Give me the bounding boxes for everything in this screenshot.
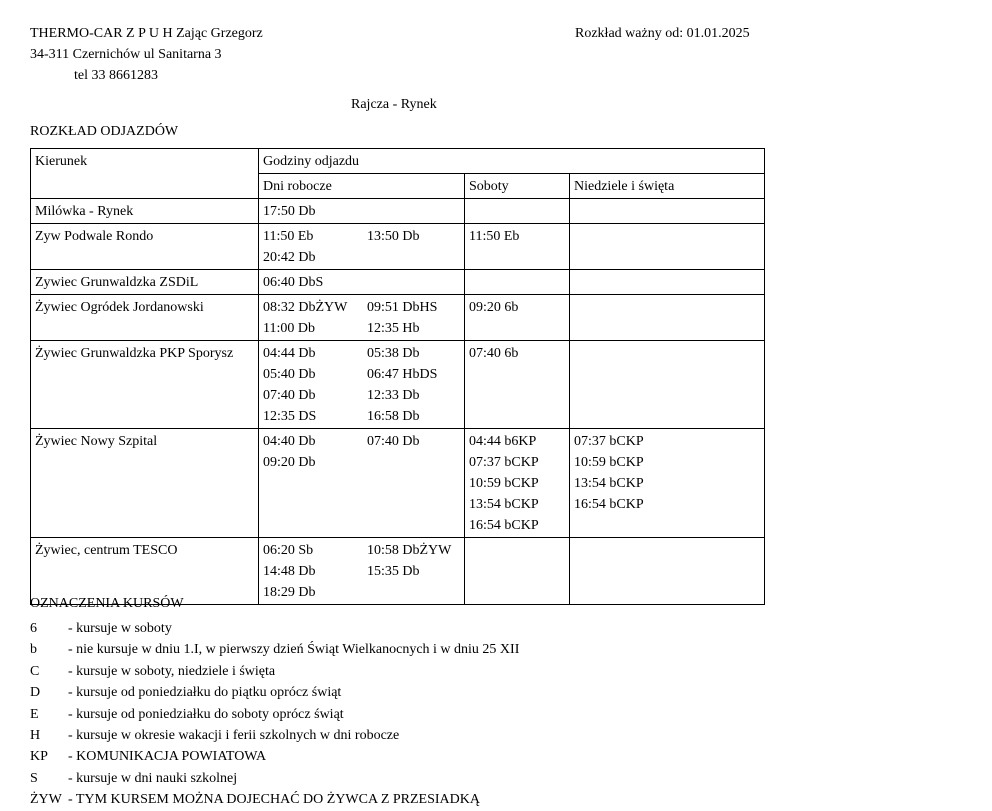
legend-code: E: [30, 706, 39, 722]
departure-time: 06:20 Sb: [263, 543, 314, 558]
legend-code: C: [30, 663, 40, 679]
saturdays-cell: [465, 224, 570, 270]
weekdays-cell: [259, 270, 465, 295]
col-weekdays-header: Dni robocze: [259, 174, 465, 199]
departure-time: 07:37 bCKP: [469, 455, 539, 470]
departure-time: 13:54 bCKP: [574, 476, 644, 491]
col-direction-header: Kierunek: [31, 149, 259, 199]
departure-time: 10:58 DbŻYW: [367, 543, 452, 558]
departure-time: 13:54 bCKP: [469, 497, 539, 512]
weekdays-cell: [259, 429, 465, 538]
weekdays-cell: [259, 199, 465, 224]
company-phone: tel 33 8661283: [74, 68, 158, 83]
sundays-cell: [570, 538, 765, 605]
direction-cell: Żywiec Nowy Szpital: [31, 429, 259, 538]
departure-time: 07:40 Db: [367, 434, 420, 449]
departure-time: 12:35 DS: [263, 409, 317, 424]
table-row: [31, 199, 765, 224]
departure-time: 07:37 bCKP: [574, 434, 644, 449]
legend-item: [30, 725, 519, 746]
saturdays-cell: [465, 341, 570, 429]
legend-description: - TYM KURSEM MOŻNA DOJECHAĆ DO ŻYWCA Z PRZESIADKĄ: [68, 792, 480, 808]
col-hours-header: Godziny odjazdu: [259, 149, 765, 174]
departure-time: 06:40 DbS: [263, 275, 324, 290]
departure-time: 04:40 Db: [263, 434, 316, 449]
weekdays-cell: [259, 341, 465, 429]
weekdays-cell: [259, 538, 465, 605]
direction-cell: Milówka - Rynek: [31, 199, 259, 224]
departure-time: 09:51 DbHS: [367, 300, 438, 315]
legend-item: [30, 639, 519, 660]
sundays-cell: [570, 270, 765, 295]
departure-time: 09:20 Db: [263, 455, 316, 470]
legend-code: D: [30, 685, 41, 701]
legend-item: [30, 789, 519, 810]
legend-item: [30, 704, 519, 725]
departure-time: 13:50 Db: [367, 229, 420, 244]
table-row: [31, 295, 765, 341]
col-sundays-header: Niedziele i święta: [570, 174, 765, 199]
table-row: [31, 224, 765, 270]
legend-description: - nie kursuje w dniu 1.I, w pierwszy dzień Świąt Wielkanocnych i w dniu 25 XII: [68, 642, 520, 658]
legend-item: [30, 682, 519, 703]
sundays-cell: [570, 224, 765, 270]
departure-time: 16:54 bCKP: [574, 497, 644, 512]
timetable: [30, 148, 765, 605]
departure-time: 11:00 Db: [263, 321, 315, 336]
departure-time: 17:50 Db: [263, 204, 316, 219]
section-title: ROZKŁAD ODJAZDÓW: [30, 124, 179, 139]
legend-item: [30, 618, 519, 639]
legend-description: - kursuje w soboty, niedziele i święta: [68, 663, 276, 679]
legend-code: ŻYW: [30, 792, 62, 808]
departure-time: 07:40 Db: [263, 388, 316, 403]
departure-time: 09:20 6b: [469, 300, 519, 315]
legend-description: - KOMUNIKACJA POWIATOWA: [68, 749, 267, 765]
departure-time: 15:35 Db: [367, 564, 420, 579]
departure-time: 08:32 DbŻYW: [263, 300, 348, 315]
departure-time: 12:33 Db: [367, 388, 420, 403]
saturdays-cell: [465, 199, 570, 224]
departure-time: 11:50 Eb: [469, 229, 520, 244]
legend-code: KP: [30, 749, 48, 765]
legend-code: b: [30, 642, 37, 658]
departure-time: 06:47 HbDS: [367, 367, 438, 382]
departure-time: 10:59 bCKP: [574, 455, 644, 470]
departure-time: 11:50 Eb: [263, 229, 314, 244]
direction-cell: Żywiec, centrum TESCO: [31, 538, 259, 605]
direction-cell: Zyw Podwale Rondo: [31, 224, 259, 270]
departure-time: 07:40 6b: [469, 346, 519, 361]
legend-code: 6: [30, 621, 37, 636]
departure-time: 10:59 bCKP: [469, 476, 539, 491]
departure-time: 12:35 Hb: [367, 321, 420, 336]
legend-description: - kursuje od poniedziałku do soboty oprócz świąt: [68, 706, 344, 722]
direction-cell: Żywiec Grunwaldzka PKP Sporysz: [31, 341, 259, 429]
table-row: [31, 341, 765, 429]
legend: [30, 596, 520, 811]
legend-description: - kursuje w okresie wakacji i ferii szkolnych w dni robocze: [68, 727, 400, 743]
weekdays-cell: [259, 295, 465, 341]
departure-time: 16:58 Db: [367, 409, 420, 424]
table-row: [31, 429, 765, 538]
direction-cell: Zywiec Grunwaldzka ZSDiL: [31, 270, 259, 295]
legend-list: [30, 618, 519, 811]
departure-time: 14:48 Db: [263, 564, 316, 579]
departure-time: 18:29 Db: [263, 585, 316, 600]
legend-item: [30, 746, 519, 767]
sundays-cell: [570, 341, 765, 429]
legend-item: [30, 768, 519, 789]
legend-description: - kursuje w soboty: [68, 621, 172, 636]
legend-code: S: [30, 770, 38, 786]
weekdays-cell: [259, 224, 465, 270]
legend-item: [30, 661, 519, 682]
departure-time: 20:42 Db: [263, 250, 316, 265]
legend-description: - kursuje od poniedziałku do piątku oprócz świąt: [68, 685, 342, 701]
departure-time: 04:44 b6KP: [469, 434, 537, 449]
company-name: THERMO-CAR Z P U H Zając Grzegorz: [30, 26, 263, 41]
saturdays-cell: [465, 295, 570, 341]
direction-cell: Żywiec Ogródek Jordanowski: [31, 295, 259, 341]
legend-code: H: [30, 727, 41, 743]
stop-name: Rajcza - Rynek: [351, 97, 437, 112]
saturdays-cell: [465, 538, 570, 605]
col-saturdays-header: Soboty: [465, 174, 570, 199]
sundays-cell: [570, 429, 765, 538]
company-address: 34-311 Czernichów ul Sanitarna 3: [30, 47, 222, 62]
legend-description: - kursuje w dni nauki szkolnej: [68, 770, 238, 786]
sundays-cell: [570, 295, 765, 341]
departure-time: 05:38 Db: [367, 346, 420, 361]
table-row: [31, 270, 765, 295]
departure-time: 04:44 Db: [263, 346, 316, 361]
legend-title: OZNACZENIA KURSÓW: [30, 596, 184, 611]
departure-time: 16:54 bCKP: [469, 518, 539, 533]
saturdays-cell: [465, 429, 570, 538]
saturdays-cell: [465, 270, 570, 295]
departure-time: 05:40 Db: [263, 367, 316, 382]
valid-from: Rozkład ważny od: 01.01.2025: [575, 26, 750, 41]
sundays-cell: [570, 199, 765, 224]
